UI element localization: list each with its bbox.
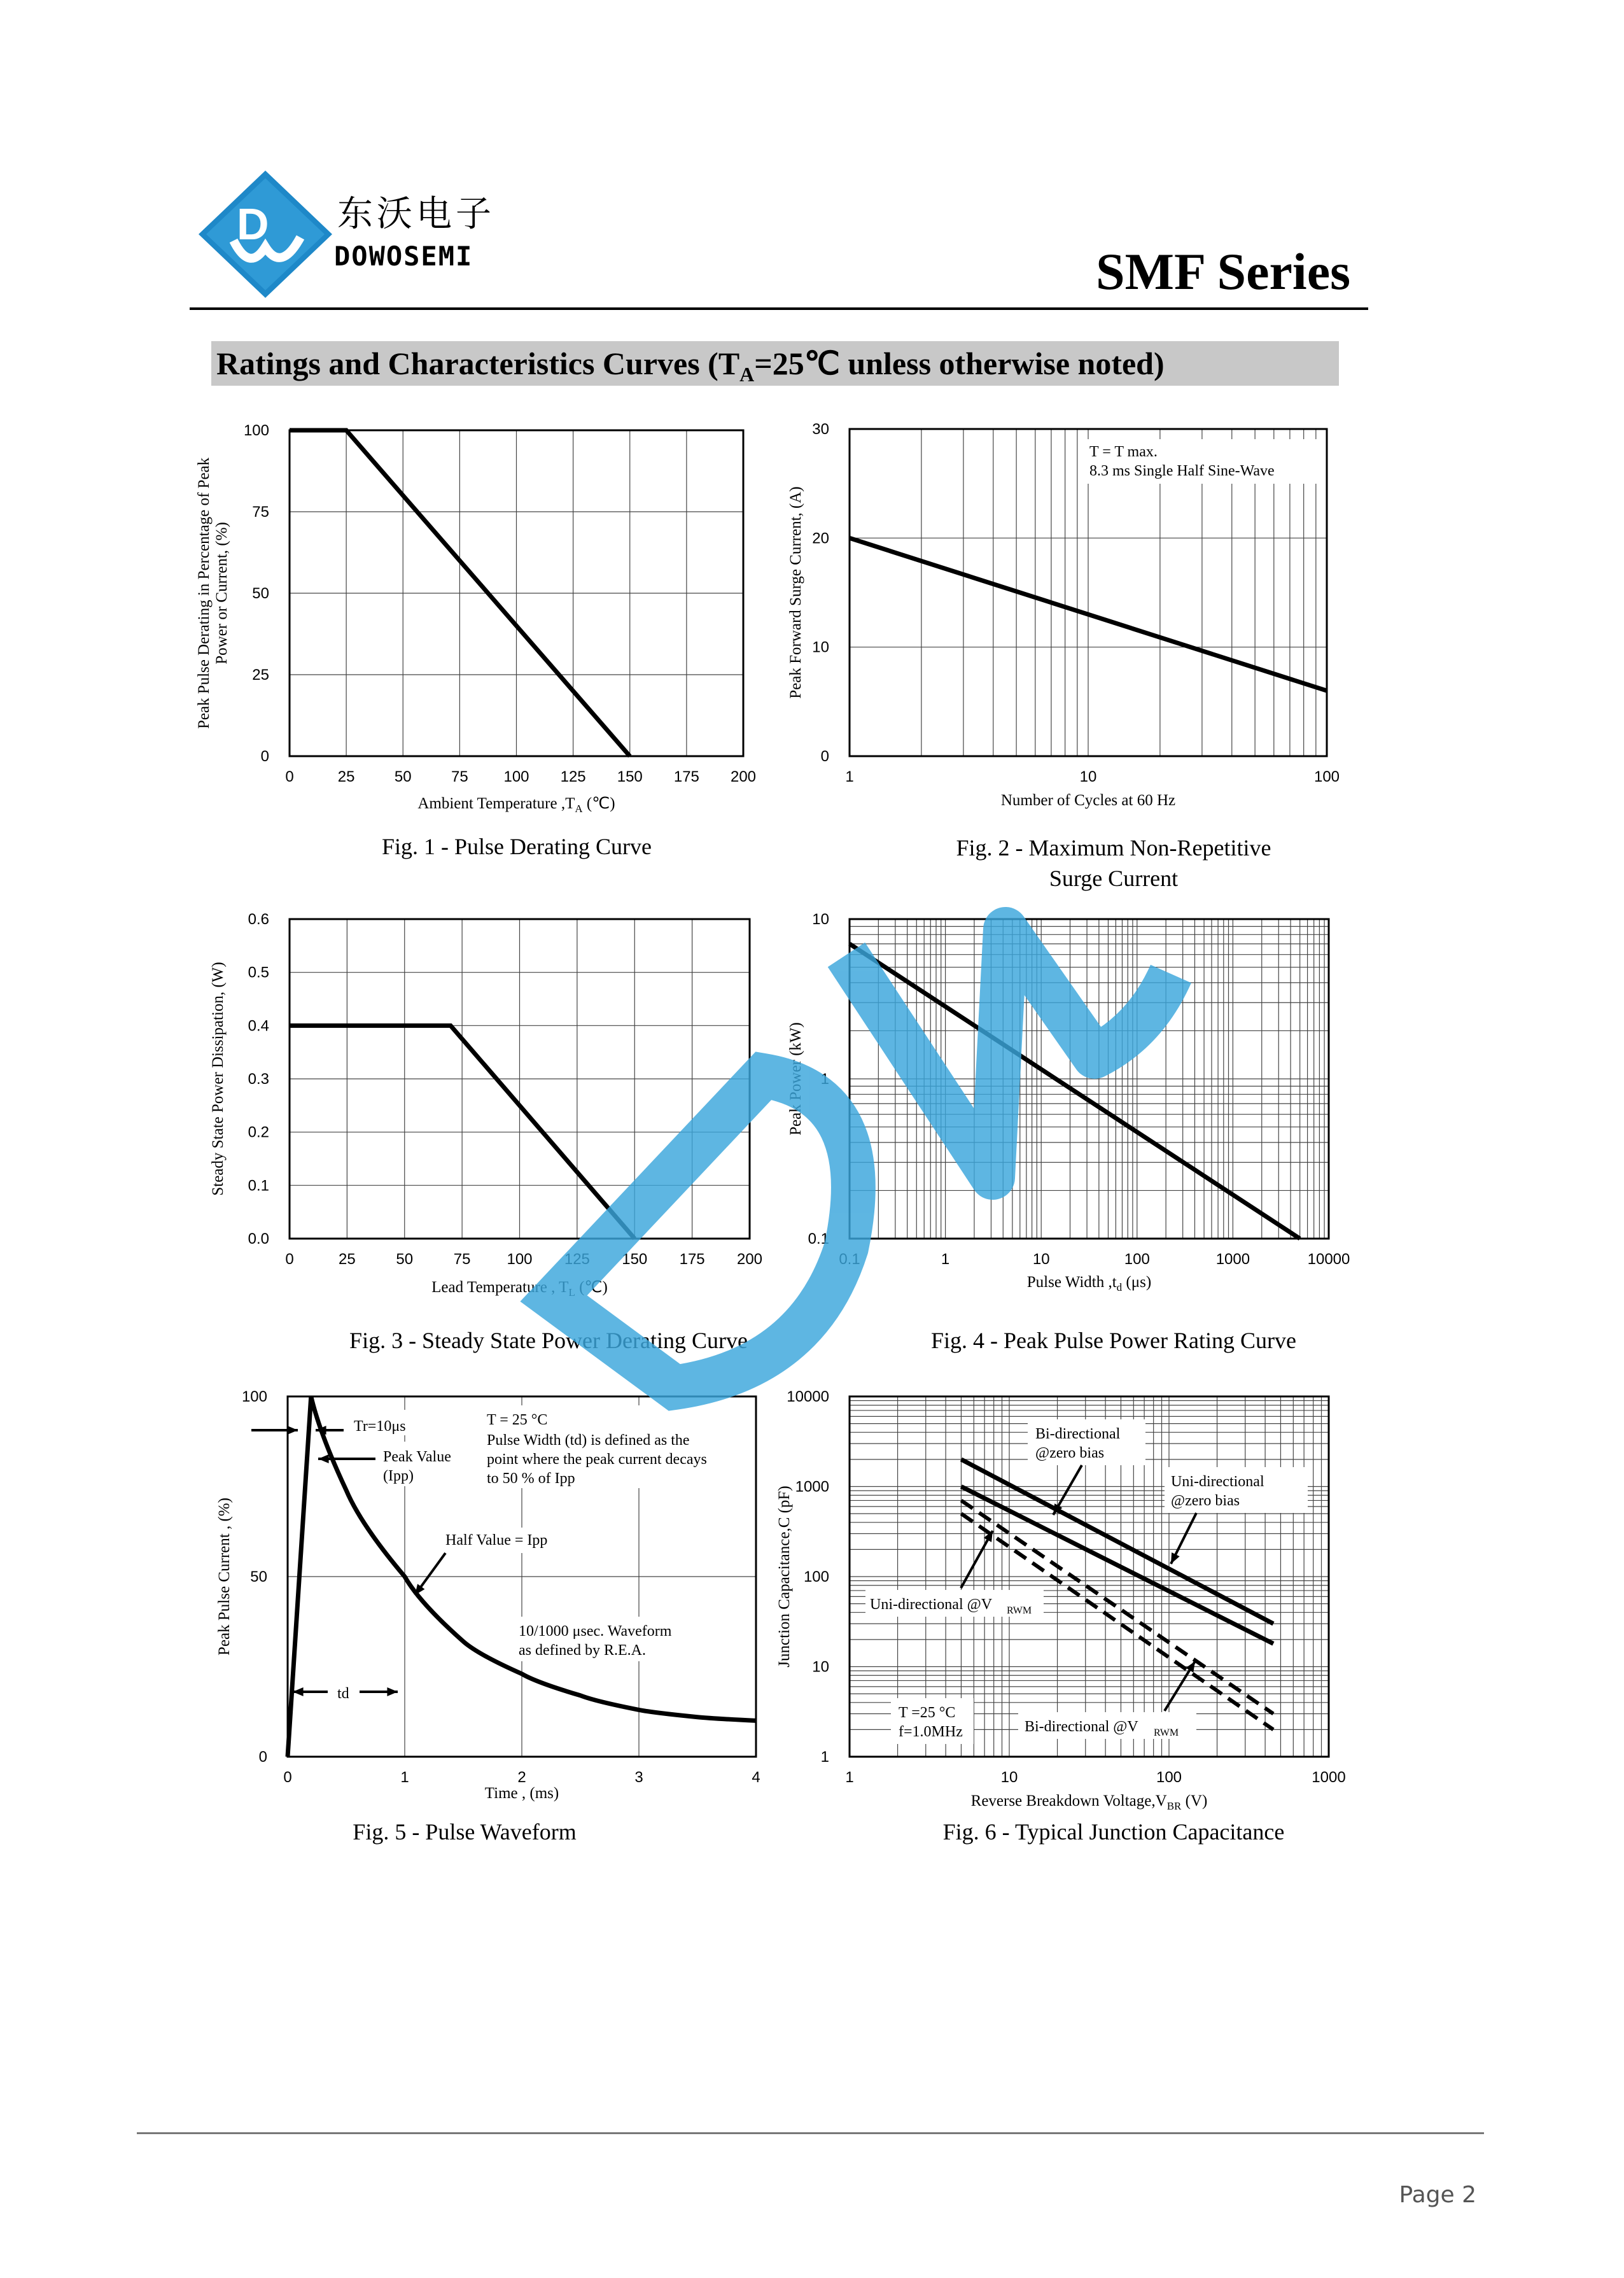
annotation-text: f=1.0MHz — [899, 1724, 963, 1740]
y-tick-label: 0.1 — [808, 1230, 829, 1248]
x-tick-label: 1 — [400, 1769, 409, 1786]
figure-caption: Fig. 1 - Pulse Derating Curve — [382, 834, 652, 859]
arrow-head — [287, 1426, 298, 1435]
x-tick-label: 50 — [394, 768, 412, 785]
figure-caption: Fig. 2 - Maximum Non-Repetitive — [956, 835, 1271, 861]
x-tick-label: 125 — [564, 1251, 590, 1268]
figure-caption: Fig. 3 - Steady State Power Derating Curve — [349, 1328, 748, 1353]
annotation-text: @zero bias — [1035, 1445, 1105, 1461]
y-tick-label: 100 — [803, 1568, 829, 1585]
y-axis-label: Peak Pulse Derating in Percentage of Peak — [195, 457, 213, 729]
chart-fig6 — [776, 1388, 1346, 1845]
y-tick-label: 1 — [820, 1748, 829, 1766]
figure-caption: Surge Current — [1049, 866, 1179, 891]
x-tick-label: 10 — [1000, 1769, 1018, 1786]
arrow-head — [387, 1687, 398, 1696]
annotation-text: Bi-directional — [1035, 1426, 1121, 1442]
y-axis-label: Steady State Power Dissipation, (W) — [209, 962, 227, 1196]
watermark-logo — [554, 929, 1171, 1388]
x-axis-label: Number of Cycles at 60 Hz — [1000, 792, 1176, 809]
x-tick-label: 125 — [560, 768, 586, 785]
x-tick-label: 50 — [396, 1251, 414, 1268]
annotation-text: td — [337, 1685, 349, 1702]
section-title-prefix: Ratings and Characteristics Curves (T — [216, 346, 740, 381]
y-tick-label: 0.4 — [248, 1017, 269, 1035]
annotation-text: Uni-directional — [1171, 1473, 1264, 1490]
x-tick-label: 3 — [634, 1769, 643, 1786]
section-title-sub: A — [739, 363, 755, 386]
x-tick-label: 150 — [617, 768, 643, 785]
x-tick-label: 0 — [285, 768, 294, 785]
y-tick-label: 0.3 — [248, 1071, 269, 1088]
annotation-text: 8.3 ms Single Half Sine-Wave — [1089, 463, 1275, 479]
y-tick-label: 30 — [812, 421, 829, 438]
y-tick-label: 0.5 — [248, 964, 269, 981]
y-tick-label: 10 — [812, 1658, 829, 1676]
y-tick-label: 0.1 — [248, 1177, 269, 1195]
x-tick-label: 100 — [1156, 1769, 1182, 1786]
x-tick-label: 25 — [339, 1251, 356, 1268]
series-title: SMF Series — [1095, 243, 1350, 300]
chart-fig5 — [216, 1388, 760, 1845]
x-tick-label: 0 — [283, 1769, 292, 1786]
y-axis-label: Power or Current, (%) — [213, 522, 230, 664]
x-tick-label: 10 — [1032, 1251, 1050, 1268]
x-tick-label: 175 — [679, 1251, 705, 1268]
annotation-text: Half Value = Ipp — [445, 1532, 548, 1549]
svg-text:D: D — [237, 199, 269, 249]
y-tick-label: 0.0 — [248, 1230, 269, 1248]
figure-caption: Fig. 6 - Typical Junction Capacitance — [942, 1819, 1285, 1845]
chart-fig1 — [195, 422, 756, 859]
x-tick-label: 0.1 — [839, 1251, 860, 1268]
y-tick-label: 1000 — [795, 1478, 829, 1496]
x-tick-label: 1 — [845, 768, 854, 785]
annotation-text: Bi-directional @V — [1025, 1719, 1138, 1735]
y-axis-label: Peak Forward Surge Current, (A) — [787, 486, 804, 699]
annotation-text: T = 25 °C — [487, 1412, 548, 1428]
y-tick-label: 10000 — [787, 1388, 829, 1405]
section-title-suffix: =25℃ unless otherwise noted) — [754, 346, 1165, 381]
y-tick-label: 10 — [812, 911, 829, 928]
page-number: Page 2 — [1399, 2182, 1476, 2208]
y-tick-label: 100 — [241, 1388, 267, 1405]
arrow-head — [318, 1454, 329, 1463]
y-tick-label: 10 — [812, 638, 829, 656]
x-tick-label: 10 — [1079, 768, 1097, 785]
y-tick-label: 100 — [243, 422, 269, 439]
annotation-text: 10/1000 μsec. Waveform — [519, 1623, 672, 1640]
annotation-text: point where the peak current decays — [487, 1451, 707, 1468]
y-tick-label: 1 — [820, 1071, 829, 1088]
y-tick-label: 0 — [258, 1748, 267, 1766]
company-name-cn: 东沃电子 — [337, 193, 495, 235]
y-tick-label: 20 — [812, 530, 829, 547]
annotation-text: T = T max. — [1089, 444, 1158, 460]
y-tick-label: 0.6 — [248, 911, 269, 928]
x-tick-label: 4 — [752, 1769, 760, 1786]
x-tick-label: 2 — [517, 1769, 526, 1786]
x-tick-label: 25 — [337, 768, 355, 785]
x-tick-label: 200 — [730, 768, 757, 785]
annotation-text: RWM — [1154, 1727, 1179, 1738]
company-name-en: DOWOSEMI — [334, 241, 473, 272]
x-tick-label: 1 — [845, 1769, 854, 1786]
y-tick-label: 75 — [252, 503, 269, 521]
x-axis-label: Lead Temperature , $T_L$ (℃) — [431, 1279, 608, 1298]
annotation-text: @zero bias — [1171, 1493, 1240, 1509]
x-tick-label: 150 — [622, 1251, 648, 1268]
chart-fig3 — [209, 911, 762, 1353]
x-tick-label: 100 — [503, 768, 529, 785]
x-tick-label: 75 — [453, 1251, 471, 1268]
x-tick-label: 0 — [285, 1251, 294, 1268]
y-axis-label: Junction Capacitance,C (pF) — [776, 1486, 793, 1668]
y-tick-label: 50 — [252, 585, 269, 602]
x-tick-label: 1 — [941, 1251, 950, 1268]
figure-caption: Fig. 4 - Peak Pulse Power Rating Curve — [931, 1328, 1296, 1353]
annotation-text: Tr=10μs — [354, 1418, 406, 1435]
x-tick-label: 1000 — [1215, 1251, 1250, 1268]
x-tick-label: 175 — [673, 768, 699, 785]
x-tick-label: 10000 — [1307, 1251, 1350, 1268]
annotation-text: Peak Value — [383, 1449, 451, 1465]
x-tick-label: 200 — [736, 1251, 763, 1268]
y-tick-label: 0.2 — [248, 1123, 269, 1141]
y-tick-label: 0 — [820, 748, 829, 765]
x-tick-label: 100 — [1124, 1251, 1150, 1268]
y-tick-label: 25 — [252, 666, 269, 684]
annotation-text: RWM — [1007, 1605, 1032, 1616]
annotation-text: T =25 °C — [899, 1705, 956, 1721]
chart-fig2 — [787, 421, 1340, 891]
annotation-text: Uni-directional @V — [870, 1596, 993, 1613]
x-axis-label: Time , (ms) — [484, 1785, 559, 1802]
x-axis-label: Ambient Temperature $,T_A$ (℃) — [417, 795, 615, 815]
x-tick-label: 100 — [1313, 768, 1340, 785]
annotation-text: (Ipp) — [383, 1468, 414, 1484]
arrow-head — [293, 1687, 304, 1696]
y-tick-label: 50 — [250, 1568, 267, 1585]
y-axis-label: Peak Power (kW) — [787, 1022, 804, 1135]
annotation-text: to 50 % of Ipp — [487, 1470, 575, 1487]
x-axis-label: Pulse Width $,t_d$ (μs) — [1026, 1274, 1152, 1293]
y-axis-label: Peak Pulse Current , (%) — [216, 1498, 233, 1656]
figure-caption: Fig. 5 - Pulse Waveform — [353, 1819, 577, 1845]
annotation-text: Pulse Width (td) is defined as the — [487, 1432, 690, 1449]
x-tick-label: 100 — [507, 1251, 533, 1268]
x-tick-label: 75 — [451, 768, 468, 785]
y-tick-label: 0 — [260, 748, 269, 765]
footer-rule — [137, 2132, 1484, 2134]
annotation-text: as defined by R.E.A. — [519, 1642, 646, 1659]
x-tick-label: 1000 — [1312, 1769, 1346, 1786]
x-axis-label: Reverse Breakdown $Voltage,V_{BR}$ (V) — [970, 1792, 1208, 1812]
